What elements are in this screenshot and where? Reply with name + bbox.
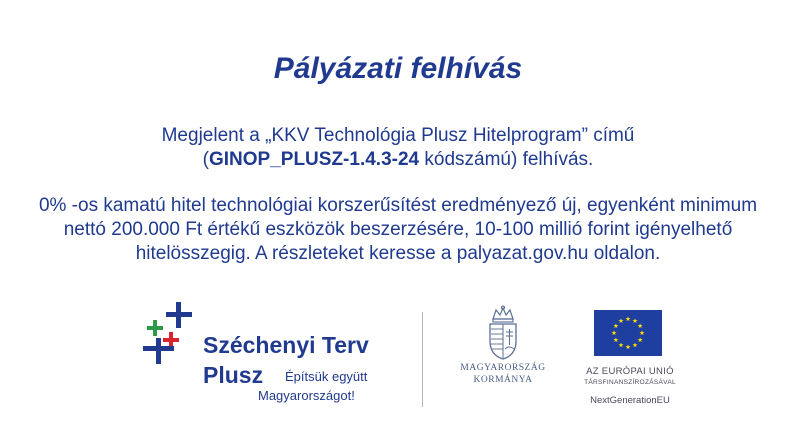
logo-divider (422, 312, 423, 407)
szechenyi-name-line-1: Széchenyi Terv (203, 332, 369, 358)
government-logo (448, 305, 558, 405)
intro-paren: ( (202, 149, 209, 170)
szechenyi-plus-mark-icon (140, 302, 206, 368)
szechenyi-name-line-2: Plusz (203, 362, 264, 388)
body-paragraph: 0% -os kamatú hitel technológiai korszerűsítést eredményező új, egyenként minimum nettó 200.000 Ft értékű eszközök beszerzésére, 10-100 millió forint igényelhető hitelösszegig. A részleteket keresse a palyazat.gov.hu oldalon. (38, 195, 758, 264)
szechenyi-slogan-line-2: Magyarországot! (258, 388, 355, 403)
page-title: Pályázati felhívás (273, 52, 523, 85)
hungarian-coat-of-arms-icon (484, 305, 522, 361)
intro-paragraph (0, 124, 796, 172)
program-code: GINOP_PLUSZ-1.4.3-24 (208, 149, 420, 170)
eu-text-line-2: TÁRSFINANSZÍROZÁSÁVAL (584, 379, 676, 386)
intro-line-1: Megjelent a „KKV Technológia Plusz Hitelprogram” című (161, 125, 635, 146)
szechenyi-terv-plusz-logo (140, 302, 415, 412)
government-name-line-2: KORMÁNYA (473, 375, 533, 385)
intro-line-2 (0, 148, 796, 172)
eu-text-line-1: AZ EURÓPAI UNIÓ (586, 366, 674, 377)
intro-line-2-rest: kódszámú) felhívás. (419, 149, 594, 170)
eu-flag-icon (594, 310, 662, 356)
szechenyi-slogan-line-1: Építsük együtt (285, 369, 368, 384)
government-name-line-1: MAGYARORSZÁG (460, 363, 546, 373)
eu-text-line-3: NextGenerationEU (590, 395, 670, 406)
eu-logo (572, 306, 688, 408)
